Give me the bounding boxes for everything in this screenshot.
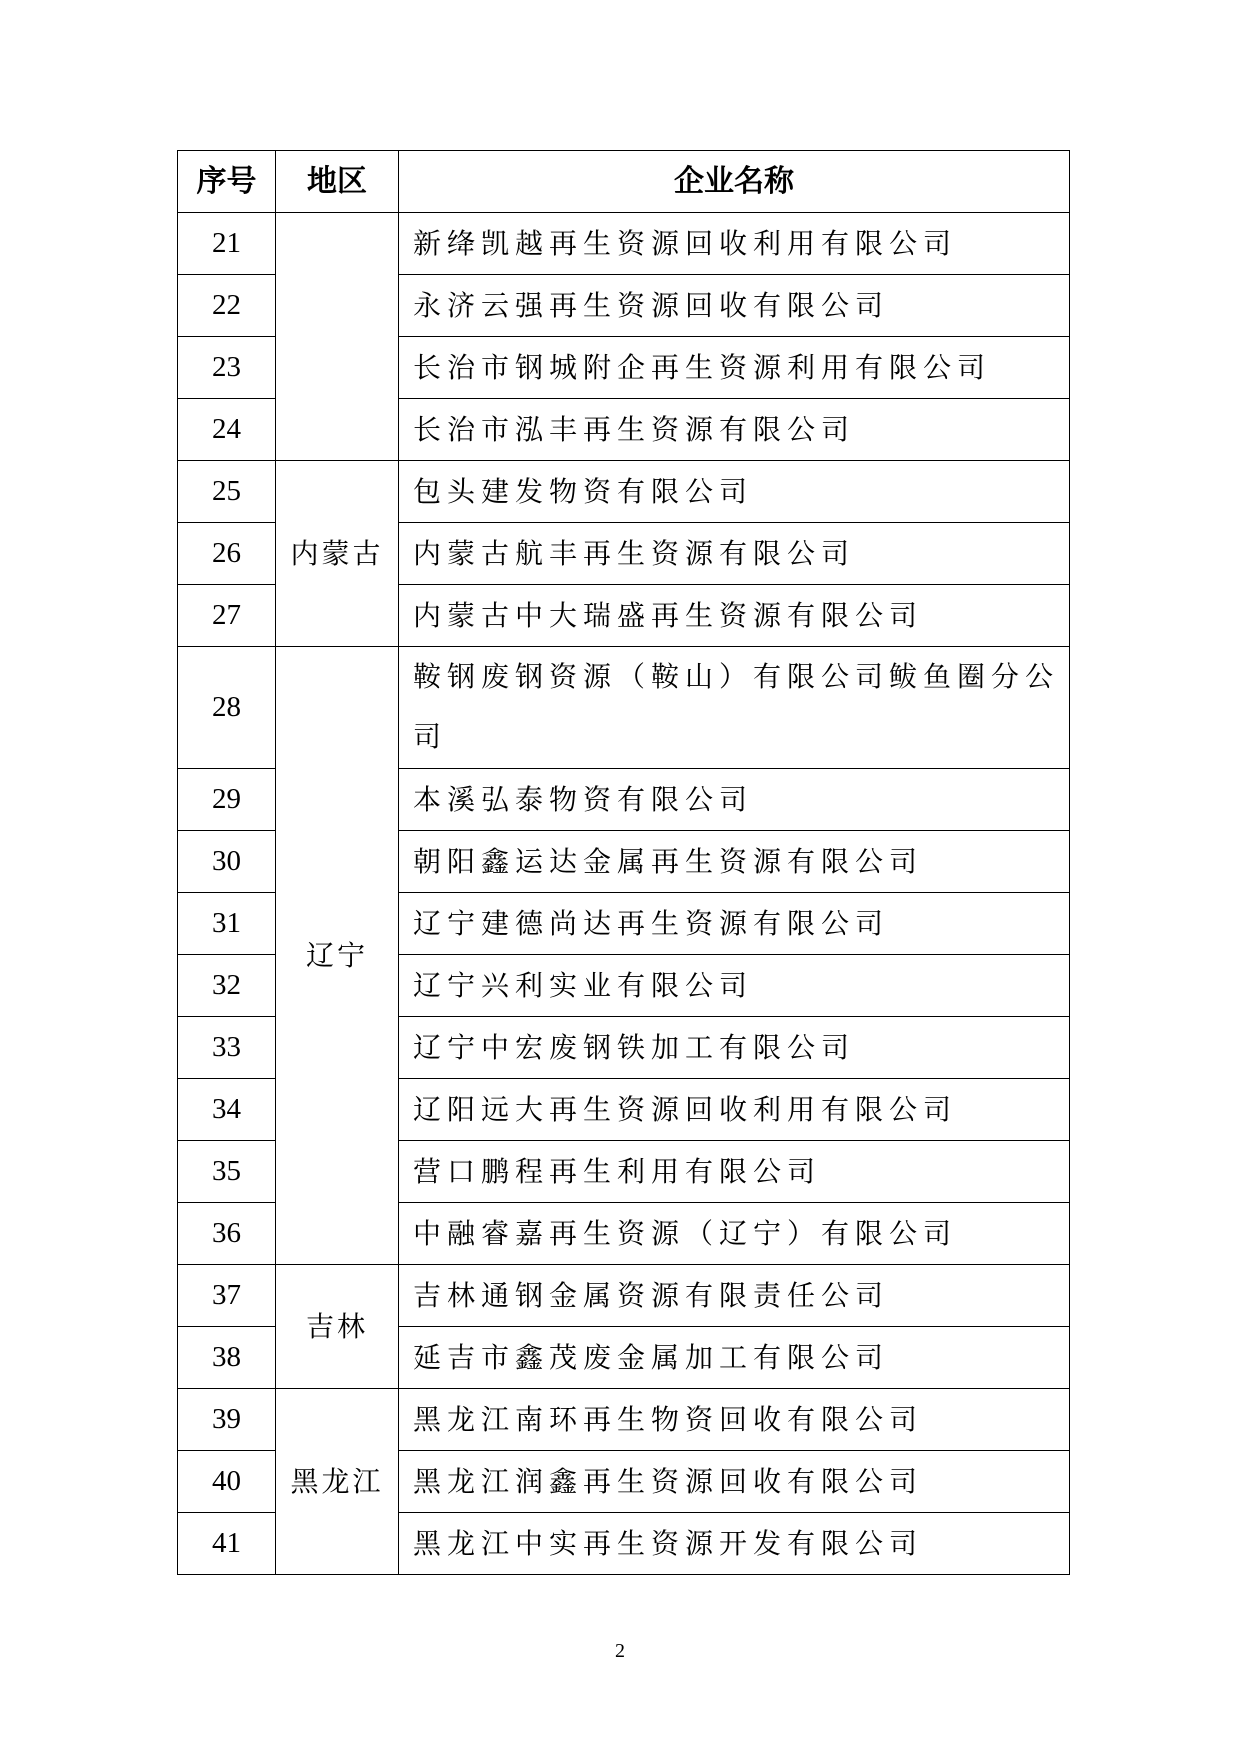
row-no: 35: [178, 1141, 276, 1203]
row-name: 永济云强再生资源回收有限公司: [399, 275, 1070, 337]
row-no: 25: [178, 461, 276, 523]
row-name: 辽宁兴利实业有限公司: [399, 955, 1070, 1017]
table-header-row: [178, 151, 1070, 213]
row-no: 26: [178, 523, 276, 585]
row-name: 黑龙江南环再生物资回收有限公司: [399, 1389, 1070, 1451]
company-table: [177, 150, 1070, 1575]
row-no: 31: [178, 893, 276, 955]
row-no: 32: [178, 955, 276, 1017]
table-row: [178, 1389, 1070, 1451]
row-no: 40: [178, 1451, 276, 1513]
row-name: 辽宁中宏废钢铁加工有限公司: [399, 1017, 1070, 1079]
row-no: 24: [178, 399, 276, 461]
row-name: 营口鹏程再生利用有限公司: [399, 1141, 1070, 1203]
row-no: 38: [178, 1327, 276, 1389]
row-no: 39: [178, 1389, 276, 1451]
header-name: 企业名称: [399, 151, 1070, 213]
region-cell: 黑龙江: [276, 1389, 399, 1575]
row-name: 内蒙古中大瑞盛再生资源有限公司: [399, 585, 1070, 647]
row-name: 辽阳远大再生资源回收利用有限公司: [399, 1079, 1070, 1141]
row-no: 29: [178, 769, 276, 831]
row-no: 22: [178, 275, 276, 337]
row-name: 长治市钢城附企再生资源利用有限公司: [399, 337, 1070, 399]
region-cell: 内蒙古: [276, 461, 399, 647]
region-cell: 吉林: [276, 1265, 399, 1389]
row-name: 长治市泓丰再生资源有限公司: [399, 399, 1070, 461]
row-no: 27: [178, 585, 276, 647]
header-no: 序号: [178, 151, 276, 213]
row-name: 中融睿嘉再生资源（辽宁）有限公司: [399, 1203, 1070, 1265]
row-no: 21: [178, 213, 276, 275]
row-no: 37: [178, 1265, 276, 1327]
row-no: 34: [178, 1079, 276, 1141]
row-name: 黑龙江润鑫再生资源回收有限公司: [399, 1451, 1070, 1513]
row-no: 33: [178, 1017, 276, 1079]
row-no: 30: [178, 831, 276, 893]
region-cell-empty: [276, 213, 399, 461]
row-name: 鞍钢废钢资源（鞍山）有限公司鲅鱼圈分公司: [399, 647, 1070, 769]
row-name: 辽宁建德尚达再生资源有限公司: [399, 893, 1070, 955]
row-name: 包头建发物资有限公司: [399, 461, 1070, 523]
table-row: [178, 213, 1070, 275]
row-name: 内蒙古航丰再生资源有限公司: [399, 523, 1070, 585]
header-region: 地区: [276, 151, 399, 213]
row-name: 新绛凯越再生资源回收利用有限公司: [399, 213, 1070, 275]
row-name: 朝阳鑫运达金属再生资源有限公司: [399, 831, 1070, 893]
row-no: 41: [178, 1513, 276, 1575]
table-row: [178, 461, 1070, 523]
row-name: 吉林通钢金属资源有限责任公司: [399, 1265, 1070, 1327]
row-name: 延吉市鑫茂废金属加工有限公司: [399, 1327, 1070, 1389]
region-cell: 辽宁: [276, 647, 399, 1265]
row-name: 本溪弘泰物资有限公司: [399, 769, 1070, 831]
table-row: [178, 647, 1070, 769]
row-no: 28: [178, 647, 276, 769]
table-row: [178, 1265, 1070, 1327]
row-no: 23: [178, 337, 276, 399]
row-name: 黑龙江中实再生资源开发有限公司: [399, 1513, 1070, 1575]
row-no: 36: [178, 1203, 276, 1265]
page-number: 2: [615, 1640, 625, 1662]
